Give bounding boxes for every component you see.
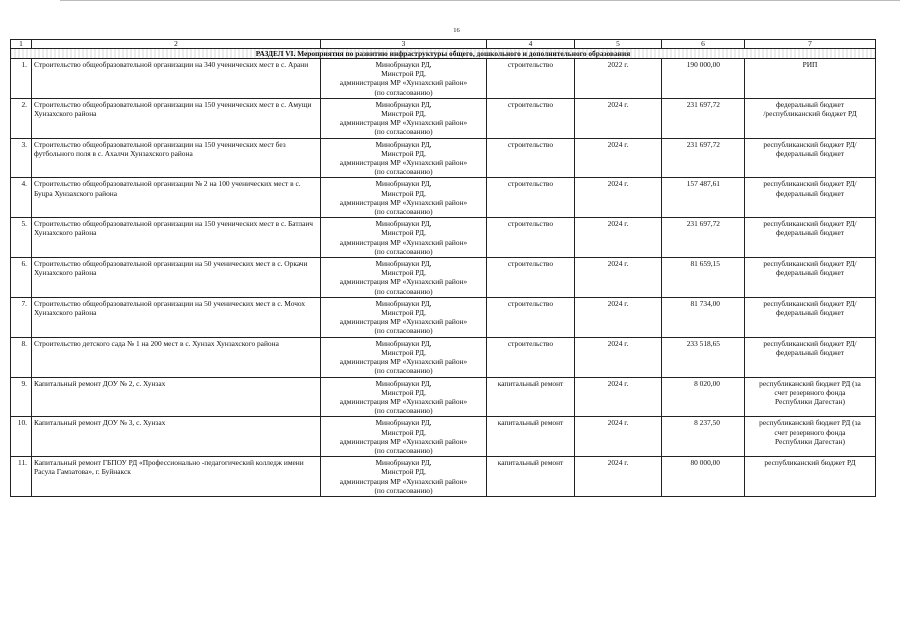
funding-amount: 231 697,72 bbox=[662, 138, 745, 178]
responsible-executors-line: Минобрнауки РД, bbox=[375, 179, 432, 189]
column-number: 3 bbox=[321, 40, 487, 49]
funding-source-line: республиканский бюджет РД/ bbox=[763, 259, 857, 269]
responsible-executors bbox=[321, 417, 487, 457]
work-type: строительство bbox=[487, 178, 575, 218]
funding-source-line: счет резервного фонда bbox=[774, 427, 846, 437]
funding-source-line: федеральный бюджет bbox=[775, 148, 845, 158]
implementation-year: 2024 г. bbox=[575, 218, 662, 258]
responsible-executors-line: Минобрнауки РД, bbox=[375, 139, 432, 149]
funding-amount: 8 237,50 bbox=[662, 417, 745, 457]
row-number: 2. bbox=[11, 98, 32, 138]
responsible-executors-line: администрация МР «Хунзахский район» bbox=[339, 277, 468, 287]
funding-source-line: республиканский бюджет РД/ bbox=[763, 219, 857, 229]
funding-source-line: республиканский бюджет РД bbox=[764, 458, 856, 468]
row-number: 1. bbox=[11, 59, 32, 99]
responsible-executors-line: администрация МР «Хунзахский район» bbox=[339, 78, 468, 88]
implementation-year: 2024 г. bbox=[575, 98, 662, 138]
scan-edge-line bbox=[60, 0, 900, 1]
row-number: 11. bbox=[11, 457, 32, 497]
implementation-year: 2024 г. bbox=[575, 337, 662, 377]
implementation-year: 2024 г. bbox=[575, 457, 662, 497]
responsible-executors bbox=[321, 178, 487, 218]
work-type: капитальный ремонт bbox=[487, 417, 575, 457]
responsible-executors-line: Минобрнауки РД, bbox=[375, 458, 432, 468]
responsible-executors-line: Минстрой РД, bbox=[381, 228, 426, 238]
funding-amount: 8 020,00 bbox=[662, 377, 745, 417]
responsible-executors-line: (по согласованию) bbox=[374, 127, 433, 137]
funding-source-line: федеральный бюджет bbox=[775, 268, 845, 278]
responsible-executors-line: администрация МР «Хунзахский район» bbox=[339, 317, 468, 327]
responsible-executors-line: администрация МР «Хунзахский район» bbox=[339, 158, 468, 168]
responsible-executors-line: (по согласованию) bbox=[374, 326, 433, 336]
funding-source-line: Республики Дагестан) bbox=[775, 396, 845, 406]
funding-source bbox=[745, 457, 876, 497]
funding-source bbox=[745, 178, 876, 218]
measure-name: Строительство общеобразовательной организации на 150 ученических мест без футбольного поля в с. Ахалчи Хунзахского района bbox=[32, 138, 321, 178]
funding-source-line: республиканский бюджет РД/ bbox=[763, 298, 857, 308]
row-number: 4. bbox=[11, 178, 32, 218]
funding-source-line: республиканский бюджет РД/ bbox=[763, 179, 857, 189]
funding-source-line: республиканский бюджет РД (за bbox=[759, 378, 861, 388]
responsible-executors-line: администрация МР «Хунзахский район» bbox=[339, 118, 468, 128]
responsible-executors-line: Минстрой РД, bbox=[381, 427, 426, 437]
funding-amount: 231 697,72 bbox=[662, 98, 745, 138]
responsible-executors-line: Минобрнауки РД, bbox=[375, 378, 432, 388]
responsible-executors-line: (по согласованию) bbox=[374, 485, 433, 495]
responsible-executors bbox=[321, 138, 487, 178]
funding-amount: 231 697,72 bbox=[662, 218, 745, 258]
row-number: 7. bbox=[11, 297, 32, 337]
funding-source-line: федеральный бюджет bbox=[775, 188, 845, 198]
funding-source bbox=[745, 297, 876, 337]
funding-source bbox=[745, 138, 876, 178]
funding-amount: 80 000,00 bbox=[662, 457, 745, 497]
responsible-executors-line: (по согласованию) bbox=[374, 286, 433, 296]
row-number: 9. bbox=[11, 377, 32, 417]
responsible-executors-line: администрация МР «Хунзахский район» bbox=[339, 197, 468, 207]
row-number: 3. bbox=[11, 138, 32, 178]
responsible-executors-line: Минстрой РД, bbox=[381, 387, 426, 397]
funding-amount: 233 518,65 bbox=[662, 337, 745, 377]
responsible-executors-line: Минобрнауки РД, bbox=[375, 418, 432, 428]
column-number: 5 bbox=[575, 40, 662, 49]
column-number: 1 bbox=[11, 40, 32, 49]
row-number: 6. bbox=[11, 258, 32, 298]
column-number: 7 bbox=[745, 40, 876, 49]
measure-name: Капитальный ремонт ГБПОУ РД «Профессионально -педагогический колледж имени Расула Гамзатова», г. Буйнакск bbox=[32, 457, 321, 497]
measure-name: Строительство детского сада № 1 на 200 мест в с. Хунзах Хунзахского района bbox=[32, 337, 321, 377]
work-type: строительство bbox=[487, 138, 575, 178]
responsible-executors bbox=[321, 59, 487, 99]
table-row bbox=[11, 377, 876, 417]
responsible-executors bbox=[321, 258, 487, 298]
responsible-executors-line: администрация МР «Хунзахский район» bbox=[339, 237, 468, 247]
measure-name: Капитальный ремонт ДОУ № 3, с. Хунзах bbox=[32, 417, 321, 457]
responsible-executors-line: Минстрой РД, bbox=[381, 188, 426, 198]
responsible-executors-line: Минобрнауки РД, bbox=[375, 60, 432, 69]
funding-source-line: республиканский бюджет РД (за bbox=[759, 418, 861, 428]
funding-source-line: республиканский бюджет РД/ bbox=[763, 139, 857, 149]
responsible-executors-line: (по согласованию) bbox=[374, 167, 433, 177]
table-row bbox=[11, 457, 876, 497]
work-type: строительство bbox=[487, 258, 575, 298]
table-row bbox=[11, 337, 876, 377]
responsible-executors-line: Минстрой РД, bbox=[381, 268, 426, 278]
responsible-executors-line: Минобрнауки РД, bbox=[375, 219, 432, 229]
responsible-executors-line: Минстрой РД, bbox=[381, 308, 426, 318]
responsible-executors-line: Минстрой РД, bbox=[381, 467, 426, 477]
work-type: капитальный ремонт bbox=[487, 377, 575, 417]
measure-name: Строительство общеобразовательной организации на 50 ученических мест в с. Оркачи Хунзахского района bbox=[32, 258, 321, 298]
implementation-year: 2024 г. bbox=[575, 138, 662, 178]
table-row bbox=[11, 178, 876, 218]
page-number: 16 bbox=[453, 27, 460, 34]
work-type: строительство bbox=[487, 337, 575, 377]
funding-amount: 157 487,61 bbox=[662, 178, 745, 218]
row-number: 10. bbox=[11, 417, 32, 457]
responsible-executors-line: Минобрнауки РД, bbox=[375, 338, 432, 348]
funding-source bbox=[745, 377, 876, 417]
funding-source bbox=[745, 218, 876, 258]
responsible-executors-line: Минстрой РД, bbox=[381, 69, 426, 79]
responsible-executors-line: администрация МР «Хунзахский район» bbox=[339, 357, 468, 367]
section-heading-row bbox=[11, 49, 876, 59]
funding-source-line: счет резервного фонда bbox=[774, 387, 846, 397]
table-row bbox=[11, 98, 876, 138]
work-type: строительство bbox=[487, 297, 575, 337]
measure-name: Строительство общеобразовательной организации на 50 ученических мест в с. Мочох Хунзахского района bbox=[32, 297, 321, 337]
responsible-executors-line: Минстрой РД, bbox=[381, 347, 426, 357]
responsible-executors-line: Минобрнауки РД, bbox=[375, 298, 432, 308]
responsible-executors-line: (по согласованию) bbox=[374, 246, 433, 256]
funding-source bbox=[745, 59, 876, 99]
measure-name: Строительство общеобразовательной организации № 2 на 100 ученических мест в с. Буцра Хунзахского района bbox=[32, 178, 321, 218]
work-type: капитальный ремонт bbox=[487, 457, 575, 497]
responsible-executors-line: (по согласованию) bbox=[374, 87, 433, 97]
responsible-executors bbox=[321, 218, 487, 258]
funding-amount: 81 734,00 bbox=[662, 297, 745, 337]
table-row bbox=[11, 138, 876, 178]
funding-source-line: Республики Дагестан) bbox=[775, 436, 845, 446]
table-row bbox=[11, 258, 876, 298]
measure-name: Строительство общеобразовательной организации на 150 ученических мест в с. Амущи Хунзахского района bbox=[32, 98, 321, 138]
funding-source bbox=[745, 337, 876, 377]
work-type: строительство bbox=[487, 218, 575, 258]
row-number: 8. bbox=[11, 337, 32, 377]
column-number: 6 bbox=[662, 40, 745, 49]
responsible-executors bbox=[321, 457, 487, 497]
implementation-year: 2024 г. bbox=[575, 178, 662, 218]
funding-source bbox=[745, 98, 876, 138]
funding-amount: 190 000,00 bbox=[662, 59, 745, 99]
table-row bbox=[11, 297, 876, 337]
funding-source-line: федеральный бюджет bbox=[775, 99, 845, 109]
funding-source-line: /республиканский бюджет РД bbox=[763, 109, 857, 119]
funding-source-line: федеральный бюджет bbox=[775, 308, 845, 318]
responsible-executors bbox=[321, 337, 487, 377]
row-number: 5. bbox=[11, 218, 32, 258]
table-row bbox=[11, 218, 876, 258]
responsible-executors bbox=[321, 297, 487, 337]
implementation-year: 2024 г. bbox=[575, 417, 662, 457]
column-number: 2 bbox=[32, 40, 321, 49]
implementation-year: 2022 г. bbox=[575, 59, 662, 99]
measure-name: Капитальный ремонт ДОУ № 2, с. Хунзах bbox=[32, 377, 321, 417]
measures-table bbox=[10, 39, 876, 497]
responsible-executors-line: Минобрнауки РД, bbox=[375, 99, 432, 109]
funding-source-line: республиканский бюджет РД/ bbox=[763, 338, 857, 348]
measure-name: Строительство общеобразовательной организации на 150 ученических мест в с. Батлаич Хунзахского района bbox=[32, 218, 321, 258]
funding-source bbox=[745, 417, 876, 457]
implementation-year: 2024 г. bbox=[575, 377, 662, 417]
implementation-year: 2024 г. bbox=[575, 297, 662, 337]
table-row bbox=[11, 59, 876, 99]
funding-source-line: РИП bbox=[802, 60, 818, 69]
measure-name: Строительство общеобразовательной организации на 340 ученических мест в с. Арани bbox=[32, 59, 321, 99]
responsible-executors-line: администрация МР «Хунзахский район» bbox=[339, 396, 468, 406]
responsible-executors-line: (по согласованию) bbox=[374, 445, 433, 455]
responsible-executors-line: администрация МР «Хунзахский район» bbox=[339, 476, 468, 486]
funding-source-line: федеральный бюджет bbox=[775, 228, 845, 238]
table-row bbox=[11, 417, 876, 457]
funding-amount: 81 659,15 bbox=[662, 258, 745, 298]
responsible-executors-line: администрация МР «Хунзахский район» bbox=[339, 436, 468, 446]
section-title: РАЗДЕЛ VI. Мероприятия по развитию инфраструктуры общего, дошкольного и дополнительного образования bbox=[11, 49, 876, 59]
responsible-executors-line: (по согласованию) bbox=[374, 406, 433, 416]
implementation-year: 2024 г. bbox=[575, 258, 662, 298]
responsible-executors-line: Минобрнауки РД, bbox=[375, 259, 432, 269]
funding-source-line: федеральный бюджет bbox=[775, 347, 845, 357]
responsible-executors bbox=[321, 377, 487, 417]
funding-source bbox=[745, 258, 876, 298]
responsible-executors-line: Минстрой РД, bbox=[381, 148, 426, 158]
responsible-executors-line: Минстрой РД, bbox=[381, 109, 426, 119]
responsible-executors-line: (по согласованию) bbox=[374, 366, 433, 376]
responsible-executors-line: (по согласованию) bbox=[374, 207, 433, 217]
work-type: строительство bbox=[487, 98, 575, 138]
work-type: строительство bbox=[487, 59, 575, 99]
column-number: 4 bbox=[487, 40, 575, 49]
responsible-executors bbox=[321, 98, 487, 138]
column-number-row bbox=[11, 40, 876, 49]
